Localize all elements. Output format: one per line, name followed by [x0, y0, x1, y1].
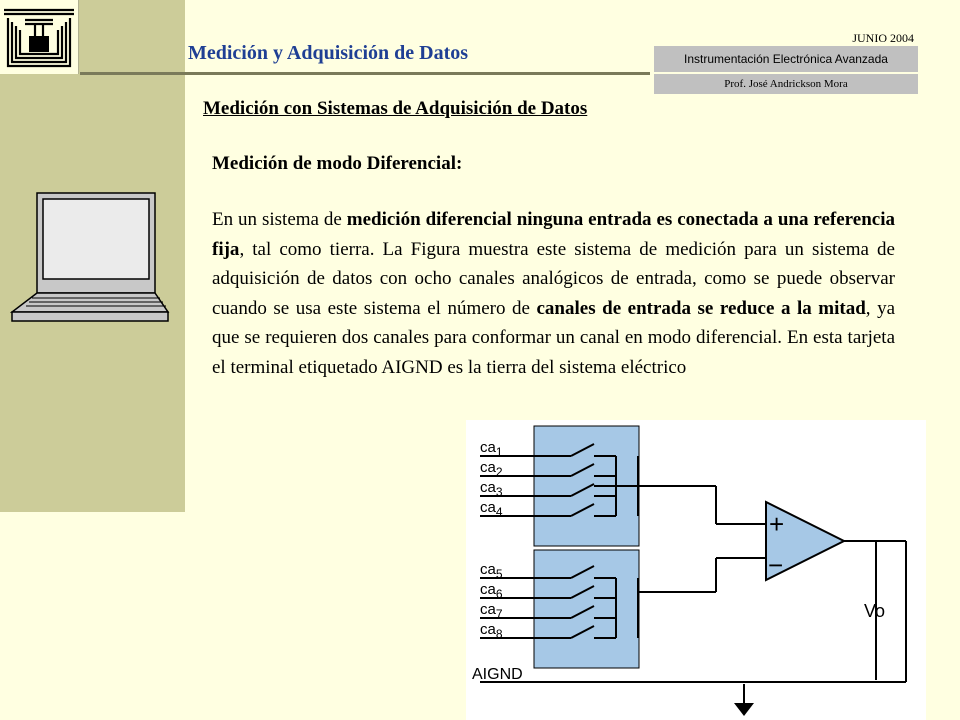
- section-heading: Medición de modo Diferencial:: [212, 153, 463, 174]
- channel-label: $ca_1$: [480, 439, 503, 459]
- course-label: Instrumentación Electrónica Avanzada: [684, 52, 888, 66]
- laptop-icon: [10, 190, 170, 325]
- header-rule: [80, 72, 650, 75]
- channel-label: $ca_8$: [480, 621, 503, 641]
- professor-label: Prof. José Andrickson Mora: [724, 78, 848, 90]
- professor-box: [654, 74, 918, 94]
- channel-label: $ca_7$: [480, 601, 503, 621]
- op-amp-plus: +: [769, 509, 785, 539]
- paragraph-bold-run: medición diferencial ninguna entrada es conectada a una referencia fija: [212, 209, 895, 260]
- course-box: [654, 46, 918, 72]
- page-title: Medición y Adquisición de Datos: [188, 42, 469, 64]
- slide-subtitle: Medición con Sistemas de Adquisición de Datos: [203, 98, 588, 119]
- ground-label: AIGND: [472, 666, 523, 683]
- paragraph-run: , ya que se requieren dos canales para conformar un canal en modo diferencial. En esta tarjeta el terminal etiquetado AIGND es la tierra del sistema eléctrico: [212, 297, 896, 378]
- date-label: JUNIO 2004: [852, 31, 914, 45]
- channel-label: $ca_2$: [480, 459, 503, 479]
- paragraph-run: , tal como tierra. La Figura muestra este sistema de medición para un sistema de adquisición de datos con ocho canales analógicos de entrada, como se puede observar cuando se usa este sistema el número de: [212, 238, 895, 319]
- body-paragraph: [212, 205, 895, 382]
- channel-label: $ca_3$: [480, 479, 503, 499]
- op-amp-minus: −: [768, 550, 784, 580]
- output-label: Vo: [864, 601, 886, 621]
- channel-label: $ca_4$: [480, 499, 503, 519]
- paragraph-bold-run: canales de entrada se reduce a la mitad: [536, 297, 866, 319]
- institution-logo: [0, 0, 79, 74]
- channel-label: $ca_6$: [480, 581, 503, 601]
- differential-circuit-diagram: [466, 420, 926, 720]
- paragraph-run: En un sistema de: [212, 209, 347, 230]
- channel-label: $ca_5$: [480, 561, 503, 581]
